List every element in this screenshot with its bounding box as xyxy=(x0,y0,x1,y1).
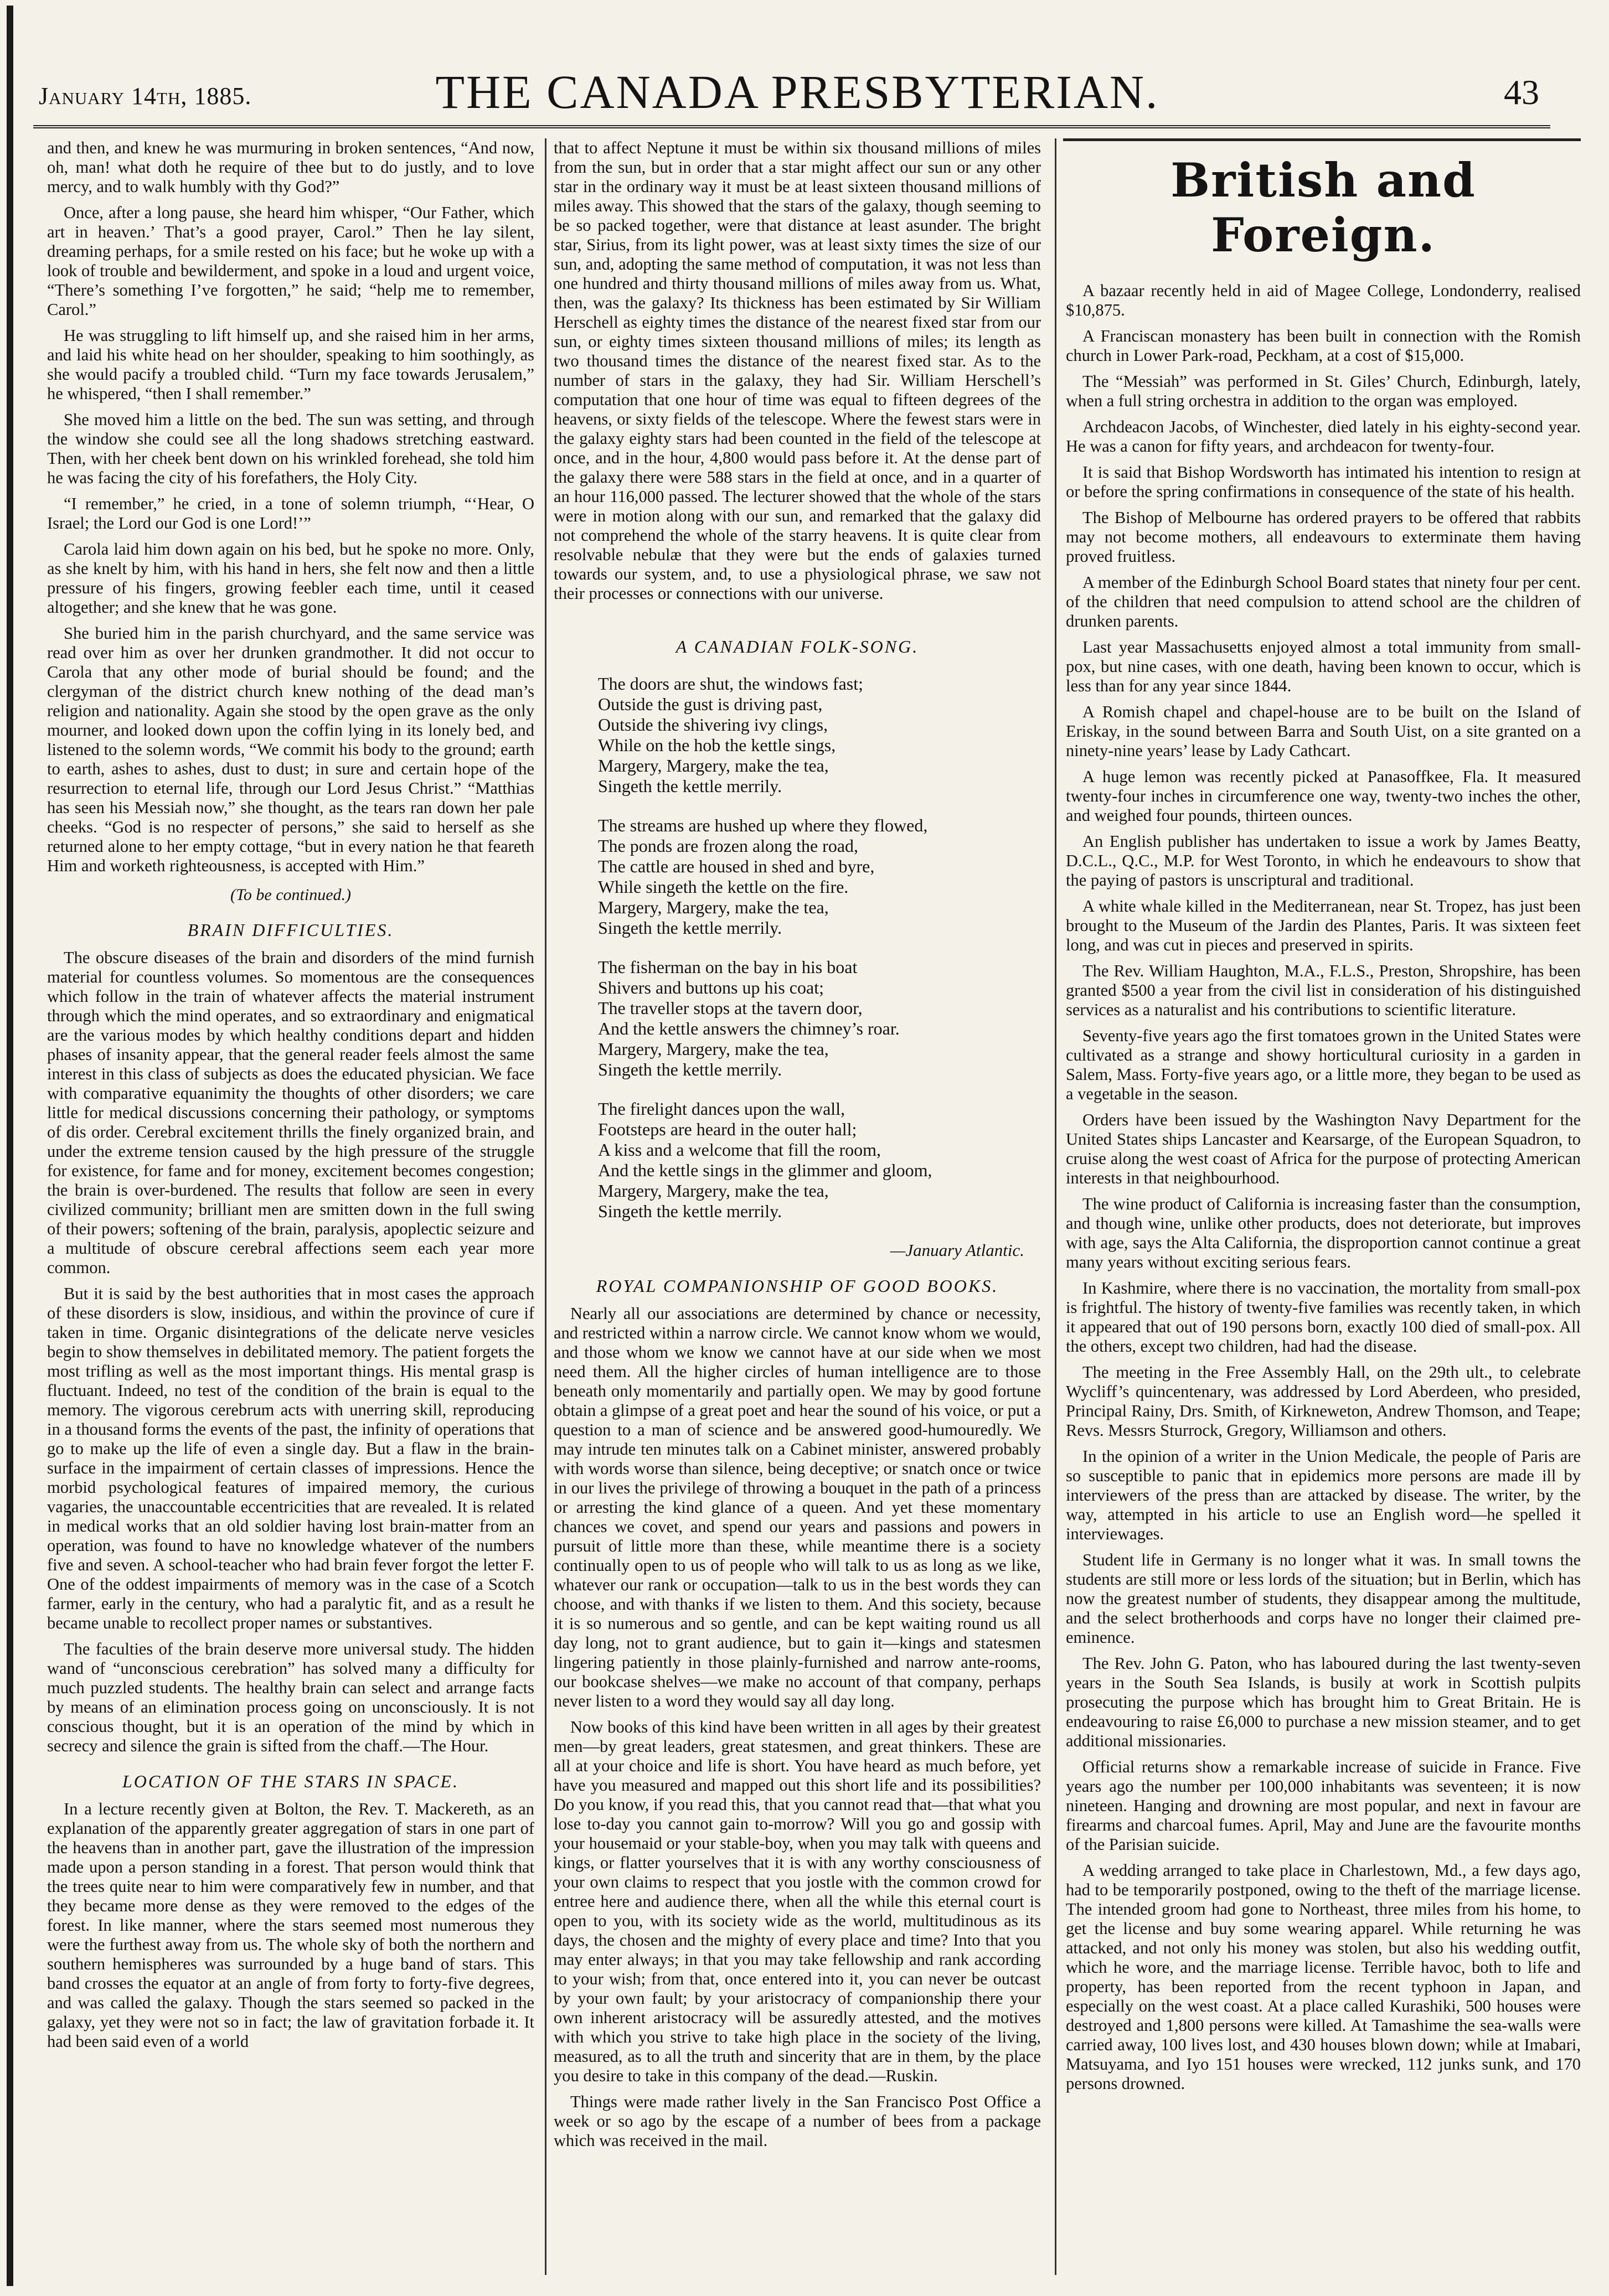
story-paragraph: Once, after a long pause, she heard him whisper, “Our Father, which art in heaven.’ That’s a good prayer, Carol.” Then he lay silent, dreaming perhaps, for a smile rested on his face; but he woke up with a look of trouble and bewilderment, and spoke in a loud and urgent voice, “There’s something I’ve forgotten,” he said; “help me to remember, Carol.” xyxy=(47,203,534,319)
poem-line: Singeth the kettle merrily. xyxy=(598,1201,782,1221)
news-item: A wedding arranged to take place in Charlestown, Md., a few days ago, had to be temporarily postponed, owing to the theft of the marriage license. The intended groom had gone to Northeast, three miles from his home, to get the license and buy some wearing apparel. While returning he was attacked, and not only his money was stolen, but also his wedding outfit, which he wore, and the marriage license. Terrible havoc, both to life and property, has been reported from the recent typhoon in Japan, and especially on the west coast. At a place called Kurashiki, 500 houses were destroyed and 1,800 persons were killed. At Tamashime the sea-walls were carried away, 100 lives lost, and 430 houses blown down; while at Imabari, Matsuyama, and Iyo 151 houses were wrecked, 112 junks sunk, and 170 persons drowned. xyxy=(1066,1861,1581,2093)
story-paragraph: She buried him in the parish churchyard, and the same service was read over him as over her drunken grandmother. It did not occur to Carola that any other mode of burial should be found; and the clergyman of the district church knew nothing of the dead man’s religion and nationality. Again she stood by the open grave as the only mourner, and looked down upon the coffin lying in its lonely bed, and listened to the solemn words, “We commit his body to the ground; earth to earth, ashes to ashes, dust to dust; in sure and certain hope of the resurrection to eternal life, through our Lord Jesus Christ.” “Matthias has seen his Messiah now,” she thought, as the tears ran down her pale cheeks. “God is no respecter of persons,” she said to herself as she returned alone to her empty cottage, “but in every nation he that feareth Him and worketh righteousness, is accepted with Him.” xyxy=(47,624,534,875)
story-paragraph: “I remember,” he cried, in a tone of solemn triumph, “‘Hear, O Israel; the Lord our God is one Lord!’” xyxy=(47,494,534,532)
news-item: Student life in Germany is no longer what it was. In small towns the students are still more or less lords of the situation; but in Berlin, which has now the greatest number of students, they disappear among the multitude, and the select brotherhoods and corps have no longer their claimed pre-eminence. xyxy=(1066,1550,1581,1647)
news-item: A bazaar recently held in aid of Magee College, Londonderry, realised $10,875. xyxy=(1066,281,1581,319)
news-item: It is said that Bishop Wordsworth has intimated his intention to resign at or before the spring confirmations in consequence of the state of his health. xyxy=(1066,463,1581,501)
news-item: In Kashmire, where there is no vaccination, the mortality from small-pox is frightful. The history of twenty-five families was recently taken, in which it appeared that out of 190 persons born, exactly 100 died of small-pox. All the others, except two children, had had the disease. xyxy=(1066,1279,1581,1356)
article-paragraph: Now books of this kind have been written in all ages by their greatest men—by great leaders, great statesmen, and great thinkers. These are all at your choice and life is short. You have heard as much before, yet have you measured and mapped out this short life and its possibilities? Do you know, if you read this, that you cannot read that—that what you lose to-day you cannot gain to-morrow? Will you go and gossip with your housemaid or your stable-boy, when you may talk with queens and kings, or flatter yourselves that it is with any worthy consciousness of your own claims to respect that you jostle with the common crowd for entree here and audience there, when all the while this eternal court is open to you, with its society wide as the world, multitudinous as its days, the chosen and the mighty of every place and time? Into that you may enter always; in that you may take fellowship and rank according to your wish; from that, once entered into it, you can never be outcast by your own fault; by your aristocracy of companionship there your own inherent aristocracy will be assuredly attested, and the motives with which you strive to take high place in the society of the living, measured, as to all the truth and sincerity that are in them, by the place you desire to take in this company of the dead.—Ruskin. xyxy=(554,1718,1041,2085)
news-item: Last year Massachusetts enjoyed almost a total immunity from small-pox, but nine cases, with one death, having been known to occur, which is less than for any year since 1844. xyxy=(1066,638,1581,695)
article-paragraph: But it is said by the best authorities that in most cases the approach of these disorders is slow, insidious, and within the province of cure if taken in time. Organic disintegrations of the delicate nerve vesicles begin to show themselves in debilitated memory. The patient forgets the most trifling as well as the most important things. His mental grasp is fluctuant. Indeed, no test of the condition of the brain is equal to the memory. The vigorous cerebrum acts with unerring skill, reproducing in a thousand forms the events of the past, the infinity of operations that go to make up the life of even a single day. But a flaw in the brain-surface in the impairment of certain classes of impressions. Hence the morbid psychological features of impaired memory, the curious vagaries, the unaccountable eccentricities that are revealed. It is related in medical works that an old soldier having lost brain-matter from an operation, was found to have no knowledge whatever of the numbers five and seven. A school-teacher who had brain fever forgot the letter F. One of the oddest impairments of memory was in the case of a Scotch farmer, early in the century, who had a paralytic fit, and as a result he became unable to recollect proper names or substantives. xyxy=(47,1284,534,1632)
masthead-title: THE CANADA PRESBYTERIAN. xyxy=(435,65,1159,118)
poem-stanza xyxy=(598,674,1041,797)
column-rule xyxy=(1055,138,1056,2275)
news-item: The wine product of California is increasing faster than the consumption, and though wine, unlike other products, does not deteriorate, but improves with age, says the Alta California, the disproportion cannot continue a great many years without exciting serious fears. xyxy=(1066,1194,1581,1271)
poem-stanza xyxy=(598,1099,1041,1222)
poem-line: Singeth the kettle merrily. xyxy=(598,918,782,938)
poem-line: While singeth the kettle on the fire. xyxy=(598,877,849,897)
poem-line: Margery, Margery, make the tea, xyxy=(598,756,829,775)
news-item: The Rev. William Haughton, M.A., F.L.S., Preston, Shropshire, has been granted $500 a year from the civil list in consideration of his distinguished services as a naturalist and his contributions to scientific literature. xyxy=(1066,961,1581,1019)
poem-stanza xyxy=(598,957,1041,1080)
poem-line: The fisherman on the bay in his boat xyxy=(598,957,858,977)
article-heading: BRAIN DIFFICULTIES. xyxy=(187,920,394,940)
article-heading: LOCATION OF THE STARS IN SPACE. xyxy=(122,1771,459,1791)
news-item: The Rev. John G. Paton, who has laboured during the last twenty-seven years in the South Sea Islands, is busily at work in Scottish pulpits prosecuting the purpose which has brought him to Great Britain. He is endeavouring to raise £6,000 to purchase a new mission steamer, and to get additional missionaries. xyxy=(1066,1654,1581,1750)
column-1 xyxy=(47,138,534,2269)
article-paragraph: that to affect Neptune it must be within six thousand millions of miles from the sun, but in order that a star might affect our sun or any other star in the ordinary way it must be at least sixteen thousand millions of miles away. This showed that the stars of the galaxy, though seeming to be so packed together, were that distance at least asunder. The bright star, Sirius, from its light power, was at least sixty times the size of our sun, and, adopting the same method of computation, it was not less than one hundred and thirty thousand millions of miles away from us. What, then, was the galaxy? Its thickness has been estimated by Sir William Herschell as eighty times the distance of the nearest fixed star from our sun, or eighty times sixteen thousand millions of miles; its length as two thousand times the distance of the nearest fixed star. As to the number of stars in the galaxy, they had Sir. William Herschell’s computation that one hour of time was equal to fifteen degrees of the heavens, or sixty fields of the telescope. Where the fewest stars were in the galaxy eighty stars had been counted in the field of the telescope at once, and in the hour, 4,800 would pass before it. At the dense part of the galaxy there were 588 stars in the field at once, and in a quarter of an hour 116,000 passed. The lecturer showed that the whole of the stars were in motion along with our sun, and remarked that the galaxy did not comprehend the whole of the starry heavens. It is quite clear from resolvable nebulæ that they were but the ends of galaxies turned towards our system, and, to use a physiological phrase, we saw not their processes or connections with our universe. xyxy=(554,138,1041,603)
news-item: The meeting in the Free Assembly Hall, on the 29th ult., to celebrate Wycliff’s quincentenary, was addressed by Lord Aberdeen, who presided, Principal Rainy, Drs. Smith, of Kirkneweton, Andrew Thomson, and Teape; Revs. Messrs Sturrock, Gregory, Williamson and others. xyxy=(1066,1363,1581,1440)
article-heading: ROYAL COMPANIONSHIP OF GOOD BOOKS. xyxy=(596,1276,999,1296)
header-rule xyxy=(33,125,1550,128)
news-item: Official returns show a remarkable increase of suicide in France. Five years ago the number per 100,000 inhabitants was seventeen; it is now nineteen. Hanging and drowning are most popular, and next in favour are firearms and charcoal fumes. April, May and June are the favourite months of the Parisian suicide. xyxy=(1066,1757,1581,1854)
news-item: Things were made rather lively in the San Francisco Post Office a week or so ago by the escape of a number of bees from a package which was received in the mail. xyxy=(554,2092,1041,2150)
news-item: A huge lemon was recently picked at Panasoffkee, Fla. It measured twenty-four inches in circumference one way, twenty-two inches the other, and weighed four pounds, thirteen ounces. xyxy=(1066,767,1581,825)
story-paragraph: She moved him a little on the bed. The sun was setting, and through the window she could see all the long shadows stretching eastward. Then, with her cheek bent down on his wrinkled forehead, she told him he was facing the city of his forefathers, the Holy City. xyxy=(47,410,534,487)
poem-line: The ponds are frozen along the road, xyxy=(598,836,859,856)
news-item: A Romish chapel and chapel-house are to be built on the Island of Eriskay, in the sound between Barra and South Uist, on a site granted on a ninety-nine years’ lease by Lady Cathcart. xyxy=(1066,702,1581,760)
news-item: The “Messiah” was performed in St. Giles’ Church, Edinburgh, lately, when a full string orchestra in addition to the organ was employed. xyxy=(1066,372,1581,410)
poem-line: Margery, Margery, make the tea, xyxy=(598,1181,829,1201)
news-item: An English publisher has undertaken to issue a work by James Beatty, D.C.L., Q.C., M.P. for West Toronto, in which he endeavours to show that the paying of pastors is unscriptural and traditional. xyxy=(1066,832,1581,890)
poem-line: While on the hob the kettle sings, xyxy=(598,735,836,755)
article-paragraph: In a lecture recently given at Bolton, the Rev. T. Mackereth, as an explanation of the apparently greater aggregation of stars in one part of the heavens than in another part, gave the illustration of the impression made upon a person standing in a forest. That person would think that the trees quite near to him were comparatively few in number, and that they became more dense as they were removed to the edges of the forest. In like manner, where the stars seemed most numerous they were the furthest away from us. The whole sky of both the northern and southern hemispheres was surrounded by a huge band of stars. This band crosses the equator at an angle of from forty to forty-five degrees, and was called the galaxy. Though the stars seemed so packed in the galaxy, yet they were not so in fact; the law of gravitation forbade it. It had been said even of a world xyxy=(47,1799,534,2051)
news-item: Orders have been issued by the Washington Navy Department for the United States ships Lancaster and Kearsarge, of the European Squadron, to cruise along the west coast of Africa for the purpose of protecting American interests in that neighbourhood. xyxy=(1066,1110,1581,1187)
news-item: Archdeacon Jacobs, of Winchester, died lately in his eighty-second year. He was a canon for fifty years, and archdeacon for twenty-four. xyxy=(1066,417,1581,456)
poem-line: Margery, Margery, make the tea, xyxy=(598,897,829,917)
news-item: In the opinion of a writer in the Union Medicale, the people of Paris are so susceptible to panic that in epidemics more persons are made ill by interviewers of the press than are attacked by disease. The writer, by the way, attempted in his article to use an English word—he spelled it interviewages. xyxy=(1066,1447,1581,1543)
poem-line: Singeth the kettle merrily. xyxy=(598,1059,782,1079)
poem-line: The doors are shut, the windows fast; xyxy=(598,674,864,694)
news-item: A white whale killed in the Mediterranean, near St. Tropez, has just been brought to the Museum of the Jardin des Plantes, Paris. It was sixteen feet long, and was cut in pieces and preserved in spirits. xyxy=(1066,897,1581,954)
section-title: British and Foreign. xyxy=(1170,153,1476,262)
poem-stanza xyxy=(598,815,1041,938)
page-header xyxy=(33,55,1561,116)
article-paragraph: The faculties of the brain deserve more universal study. The hidden wand of “unconscious cerebration” has solved many a difficulty for much puzzled students. The healthy brain can select and arrange facts by means of an elimination process going on unconsciously. It is not conscious thought, but it is an operation of the mind by which in secrecy and silence the grain is sifted from the chaff.—The Hour. xyxy=(47,1640,534,1755)
page-number: 43 xyxy=(1504,73,1539,112)
issue-date: January 14th, 1885. xyxy=(39,82,252,110)
news-item: A member of the Edinburgh School Board states that ninety four per cent. of the children that need compulsion to attend school are the children of drunken parents. xyxy=(1066,573,1581,630)
poem-line: Singeth the kettle merrily. xyxy=(598,776,782,796)
article-paragraph: Nearly all our associations are determined by chance or necessity, and restricted within a narrow circle. We cannot know whom we would, and those whom we know we cannot have at our side when we most need them. All the higher circles of human intelligence are to those beneath only momentarily and partially open. We may by good fortune obtain a glimpse of a great poet and hear the sound of his voice, or put a question to a man of science and be answered good-humouredly. We may intrude ten minutes talk on a Cabinet minister, answered probably with words worse than silence, being deceptive; or snatch once or twice in our lives the privilege of throwing a bouquet in the path of a princess or arresting the kind glance of a queen. And yet these momentary chances we covet, and spend our years and passions and powers in pursuit of little more than these, while meantime there is a society continually open to us of people who will talk to us as long as we like, whatever our rank or occupation—talk to us in the best words they can choose, and with thanks if we listen to them. And this society, because it is so numerous and so gentle, and can be kept waiting round us all day long, not to grant audience, but to gain it—kings and statesmen lingering patiently in those plainly-furnished and narrow ante-rooms, our bookcase shelves—we make no account of that company, perhaps never listen to a word they would say all day long. xyxy=(554,1304,1041,1710)
story-paragraph: He was struggling to lift himself up, and she raised him in her arms, and laid his white head on her shoulder, speaking to him soothingly, as she would pacify a troubled child. “Turn my face towards Jerusalem,” he whispered, “then I shall remember.” xyxy=(47,326,534,403)
news-item: Seventy-five years ago the first tomatoes grown in the United States were cultivated as a strange and showy horticultural curiosity in a garden in Salem, Mass. Forty-five years ago, or a little more, they began to be used as a vegetable in the season. xyxy=(1066,1026,1581,1103)
poem-line: The traveller stops at the tavern door, xyxy=(598,998,863,1018)
poem-line: Footsteps are heard in the outer hall; xyxy=(598,1119,857,1139)
poem-line: Margery, Margery, make the tea, xyxy=(598,1039,829,1059)
poem-attribution: —January Atlantic. xyxy=(890,1240,1024,1260)
story-paragraph: and then, and knew he was murmuring in broken sentences, “And now, oh, man! what doth he require of thee but to do justly, and to love mercy, and to walk humbly with thy God?” xyxy=(47,138,534,196)
to-be-continued: (To be continued.) xyxy=(230,886,352,904)
poem-line: And the kettle sings in the glimmer and gloom, xyxy=(598,1160,932,1180)
column-rule xyxy=(545,138,546,2275)
poem-line: The cattle are housed in shed and byre, xyxy=(598,856,875,876)
story-paragraph: Carola laid him down again on his bed, but he spoke no more. Only, as she knelt by him, with his hand in hers, she felt now and then a little pressure of his fingers, growing feebler each time, until it ceased altogether; and she knew that he was gone. xyxy=(47,540,534,617)
column-2 xyxy=(554,138,1041,2269)
poem-title: A CANADIAN FOLK-SONG. xyxy=(675,637,919,656)
column-3 xyxy=(1066,138,1581,2269)
poem-line: The streams are hushed up where they flowed, xyxy=(598,815,928,835)
article-paragraph: The obscure diseases of the brain and disorders of the mind furnish material for countless volumes. So momentous are the consequences which follow in the train of whatever affects the material instrument through which the mind operates, and so extraordinary and enigmatical are the various modes by which healthy conditions depart and hidden phases of insanity appear, that the general reader feels almost the same interest in this class of subjects as does the educated physician. We face with comparative equanimity the thoughts of other disorders; we care little for medical discussions concerning their pathology, or symptoms of dis order. Cerebral excitement thrills the finely organized brain, and under the extreme tension caused by the high pressure of the struggle for existence, for fame and for money, excitement becomes congestion; the brain is over-burdened. The results that follow are seen in every civilized community; brilliant men are smitten down in the full swing of their powers; softening of the brain, paralysis, apoplectic seizure and a multitude of obscure cerebral affections seem each year more common. xyxy=(47,948,534,1277)
poem-line: Shivers and buttons up his coat; xyxy=(598,978,824,997)
poem-line: The firelight dances upon the wall, xyxy=(598,1099,845,1119)
poem-line: Outside the gust is driving past, xyxy=(598,694,823,714)
poem-line: Outside the shivering ivy clings, xyxy=(598,715,828,735)
news-item: The Bishop of Melbourne has ordered prayers to be offered that rabbits may not become mothers, all endeavours to exterminate them having proved fruitless. xyxy=(1066,508,1581,566)
news-item: A Franciscan monastery has been built in connection with the Romish church in Lower Park-road, Peckham, at a cost of $15,000. xyxy=(1066,327,1581,365)
poem-line: A kiss and a welcome that fill the room, xyxy=(598,1140,881,1160)
poem-line: And the kettle answers the chimney’s roar. xyxy=(598,1018,900,1038)
scan-edge-mark xyxy=(7,6,13,2286)
